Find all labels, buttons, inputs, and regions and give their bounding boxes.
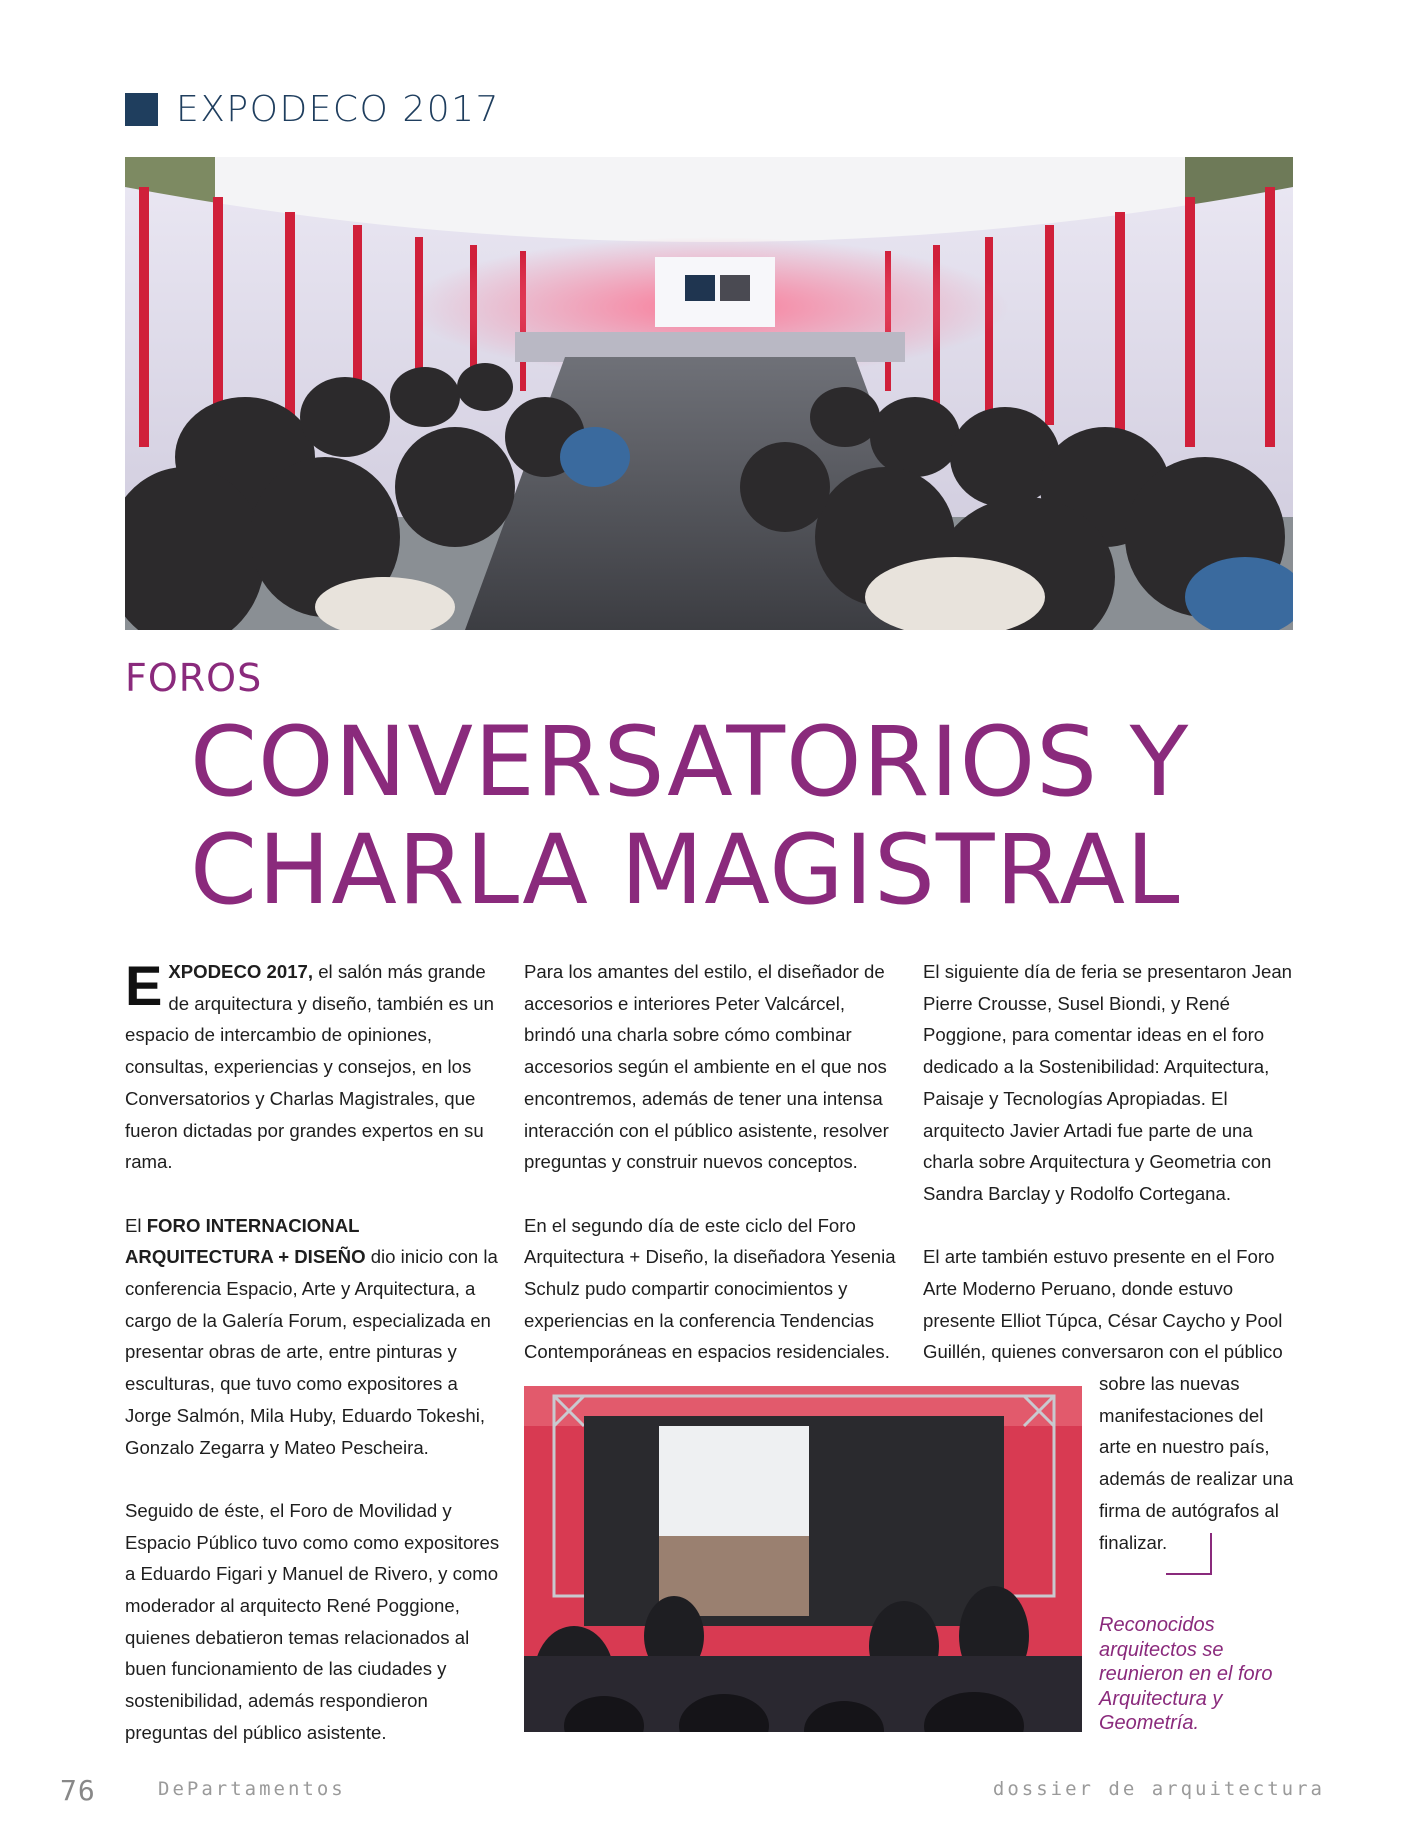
end-mark [1166,1533,1212,1575]
paragraph-continuation: sobre las nuevas manifestaciones del arte en nuestro país, además de realizar una firma de autógrafos al finalizar. [1099,1373,1294,1553]
photo-caption: Reconocidos arquitectos se reunieron en el foro Arquitectura y Geometría. [1099,1614,1273,1734]
paragraph-text: El [125,1214,147,1236]
paragraph [125,1210,500,1464]
paragraph-text: dio inicio con la conferencia Espacio, Arte y Arquitectura, a cargo de la Galería Forum, especializada en presentar obras de arte, entre pinturas y esculturas, que tuvo como expositores a Jorge Salmón, Mila Huby, Eduardo Tokeshi, Gonzalo Zegarra y Mateo Pescheira. [125,1246,498,1458]
body-column-1 [125,956,500,1780]
event-name: XPODECO 2017, [168,961,314,982]
magazine-name: DePartamentos [158,1778,346,1800]
forum-photo [524,1386,1082,1732]
paragraph: El arte también estuvo presente en el Foro Arte Moderno Peruano, donde estuvo presente Elliot Túpca, César Caycho y Pool Guillén, quienes conversaron con el público [923,1246,1283,1363]
section-marker [125,93,158,126]
section-title: EXPODECO 2017 [176,89,500,130]
article-headline [190,708,1310,924]
body-column-2 [524,956,899,1400]
drop-cap: E [125,954,163,1017]
page-number: 76 [60,1774,96,1807]
hero-photo [125,157,1293,630]
paragraph: Seguido de éste, el Foro de Movilidad y Espacio Público tuvo como como expositores a Eduardo Figari y Manuel de Rivero, y como moderador al arquitecto René Poggione, quienes debatieron temas relacionados al buen funcionamiento de las ciudades y sostenibilidad, además respondieron preguntas del público asistente. [125,1499,500,1743]
article-kicker: FOROS [125,656,263,700]
body-column-3 [923,956,1298,1368]
paragraph: Para los amantes del estilo, el diseñador de accesorios e interiores Peter Valcárcel, brindó una charla sobre cómo combinar accesorios según el ambiente en el que nos encontremos, además de tener una intensa interacción con el público asistente, resolver preguntas y construir nuevos conceptos. [524,961,889,1173]
forum-name: FORO INTERNACIONAL ARQUITECTURA + DISEÑO [125,1214,366,1268]
headline-line-2: CHARLA MAGISTRAL [190,814,1181,926]
headline-line-1: CONVERSATORIOS Y [190,706,1190,818]
section-footer: dossier de arquitectura [992,1778,1325,1800]
paragraph [125,956,500,1178]
paragraph: El siguiente día de feria se presentaron Jean Pierre Crousse, Susel Biondi, y René Poggione, para comentar ideas en el foro dedicado a la Sostenibilidad: Arquitectura, Paisaje y Tecnologías Apropiadas. El arquitecto Javier Artadi fue parte de una charla sobre Arquitectura y Geometria con Sandra Barclay y Rodolfo Cortegana. [923,961,1293,1204]
paragraph-text: el salón más grande de arquitectura y diseño, también es un espacio de intercambio de opiniones, consultas, experiencias y consejos, en los Conversatorios y Charlas Magistrales, que fueron dictadas por grandes expertos en su rama. [125,961,494,1173]
paragraph: En el segundo día de este ciclo del Foro Arquitectura + Diseño, la diseñadora Yesenia Schulz pudo compartir conocimientos y experiencias en la conferencia Tendencias Contemporáneas en espacios residenciales. [524,1214,896,1363]
